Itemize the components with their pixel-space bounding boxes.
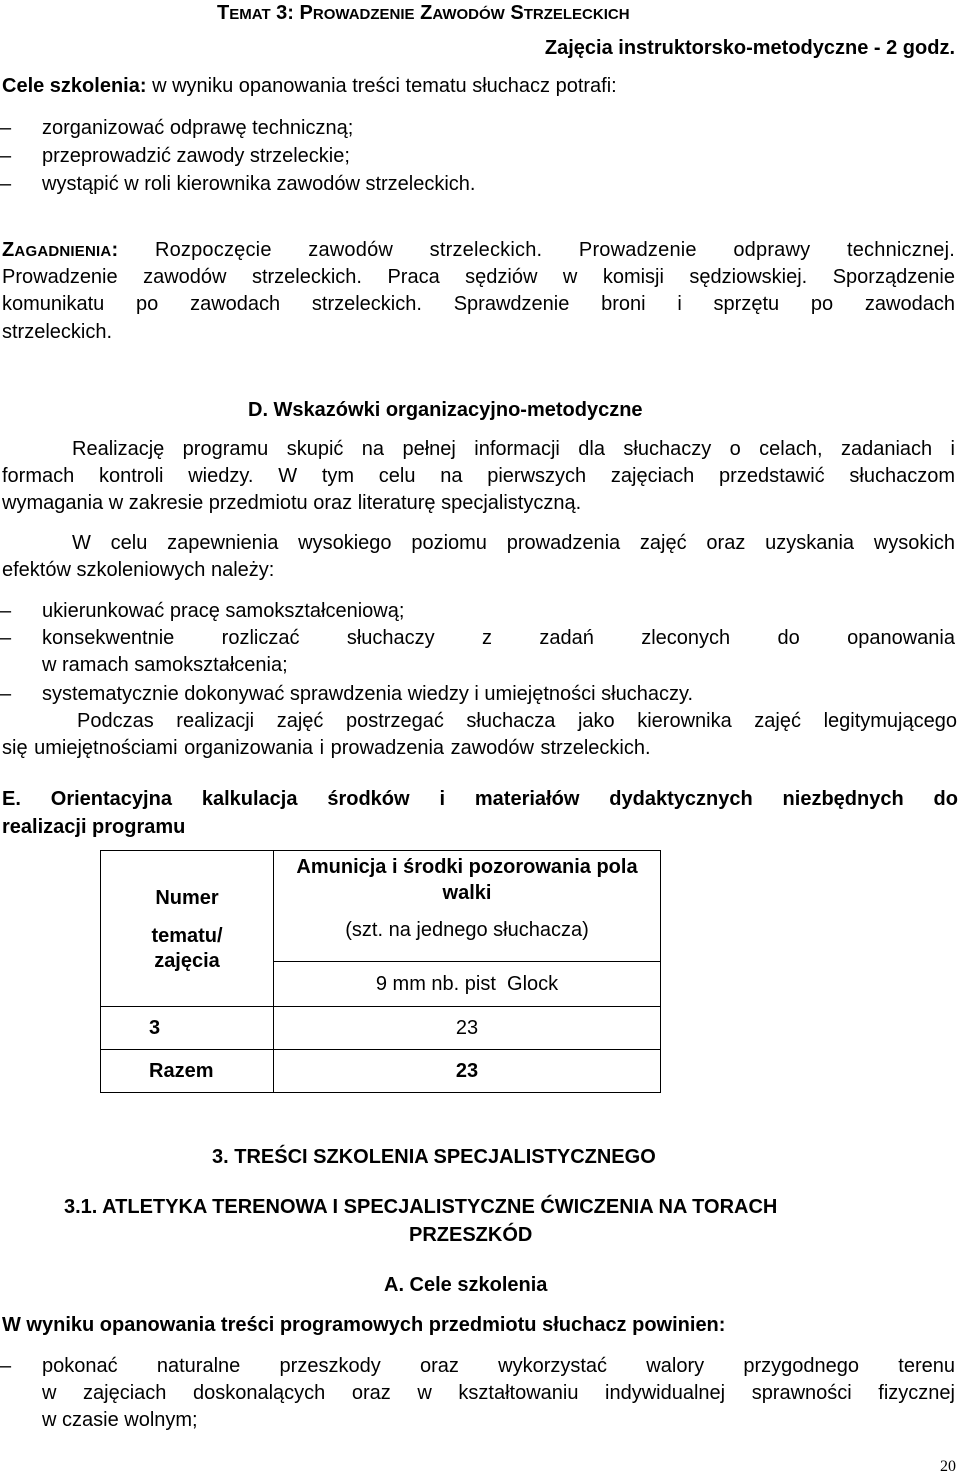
table-header-row [101,851,661,962]
topic-title-s: S [504,2,524,24]
topic-title-num: 3: [270,2,300,24]
table-header-ammo-line: Amunicja i środki pozorowania pola [296,856,638,878]
issues-label: ZAGADNIENIA: [2,239,119,261]
section-d-p1-line: Realizację programu skupić na pełnej informacji dla słuchaczy o celach, zadaniach i [72,438,955,460]
goal-item-text: wystąpić w roli kierownika zawodów strzeleckich. [42,173,476,195]
table-cell-number: Razem [101,1050,274,1093]
section-3-1-heading: 3.1. ATLETYKA TERENOWA I SPECJALISTYCZNE ĆWICZENIA NA TORACH [64,1196,778,1218]
table-header-number-line: tematu/ [151,924,223,947]
table-header-number-line: zajęcia [154,949,220,972]
section-a-item-continuation: w czasie wolnym; [42,1409,198,1431]
section-a-lead: W wyniku opanowania treści programowych przedmiotu słuchacz powinien: [2,1314,726,1336]
section-d-p1-line: wymagania w zakresie przedmiotu oraz literaturę specjalistyczną. [2,492,582,514]
section-d-item-text: konsekwentnie rozliczać słuchaczy z zadań zleconych do opanowania [42,627,955,649]
issues-line-1 [2,239,955,262]
table-header-ammo-line: walki [442,882,492,904]
table-cell-value: 23 [274,1050,661,1093]
issues-text: Rozpoczęcie zawodów strzeleckich. Prowadzenie odprawy technicznej. [154,239,955,261]
goal-item-text: zorganizować odprawę techniczną; [42,117,354,139]
section-d-p3-line: się umiejętnościami organizowania i prowadzenia zawodów strzeleckich. [2,737,651,759]
table-row [101,1050,661,1093]
section-d-p2-line: W celu zapewnienia wysokiego poziomu prowadzenia zajęć oraz uzyskania wysokich [72,532,955,554]
section-3-heading: 3. TREŚCI SZKOLENIA SPECJALISTYCZNEGO [212,1146,656,1168]
section-e-heading: E. Orientacyjna kalkulacja środków i materiałów dydaktycznych niezbędnych do [2,788,958,810]
section-d-p2-line: efektów szkoleniowych należy: [2,559,275,581]
classes-hours: Zajęcia instruktorsko-metodyczne - 2 godz. [544,37,955,59]
goals-intro-text: w wyniku opanowania treści tematu słuchacz potrafi: [146,75,617,97]
section-e-heading-line-2: realizacji programu [2,816,186,838]
table-header-number-line: Numer [155,886,219,909]
issues-line-4: strzeleckich. [2,321,113,343]
topic-title-rowadzenie: ROWADZENIE [312,6,415,23]
section-d-item-text: ukierunkować pracę samokształceniową; [42,600,405,622]
issues-line-3: komunikatu po zawodach strzeleckich. Sprawdzenie broni i sprzętu po zawodach [2,293,955,315]
issues-label-z: Z [2,239,15,261]
table-cell-value: 23 [274,1007,661,1050]
section-a-item-text: pokonać naturalne przeszkody oraz wykorzystać walory przygodnego terenu [42,1355,955,1377]
topic-title-t: T [217,2,230,24]
table-header-number [101,851,274,1007]
section-a-heading: A. Cele szkolenia [384,1274,548,1296]
table-row [101,1007,661,1050]
section-d-p1-line: formach kontroli wiedzy. W tym celu na pierwszych zajęciach przedstawić słuchaczom [2,465,955,487]
section-a-item-continuation: w zajęciach doskonalących oraz w kształtowaniu indywidualnej sprawności fizycznej [42,1382,955,1404]
table-subheader-caliber: 9 mm nb. pist Glock [274,962,661,1007]
goal-item-text: przeprowadzić zawody strzeleckie; [42,145,350,167]
table-cell-number: 3 [101,1007,274,1050]
table-header-ammo [274,851,661,962]
issues-line-2: Prowadzenie zawodów strzeleckich. Praca sędziów w komisji sędziowskiej. Sporządzenie [2,266,955,288]
section-d-item-text: systematycznie dokonywać sprawdzenia wiedzy i umiejętności słuchaczy. [42,683,694,705]
calculation-table [100,850,661,1093]
section-d-item-continuation: w ramach samokształcenia; [42,654,288,676]
issues-label-rest: AGADNIENIA [14,243,112,260]
topic-title [217,2,630,25]
section-3-1-heading-line-2: PRZESZKÓD [409,1224,533,1246]
topic-title-z: Z [414,2,433,24]
page-number: 20 [940,1458,956,1475]
topic-title-p: P [299,2,313,24]
goals-label: Cele szkolenia: [2,75,147,97]
section-d-p3-line: Podczas realizacji zajęć postrzegać słuchacza jako kierownika zajęć legitymującego [77,710,957,732]
topic-title-awodow: AWODÓW [432,6,505,23]
section-d-heading: D. Wskazówki organizacyjno-metodyczne [248,399,643,421]
topic-title-emat: EMAT [229,6,271,23]
topic-title-trzeleckich: TRZELECKICH [523,6,630,23]
table-header-ammo-line: (szt. na jednego słuchacza) [345,919,589,941]
goals-intro [2,75,617,98]
